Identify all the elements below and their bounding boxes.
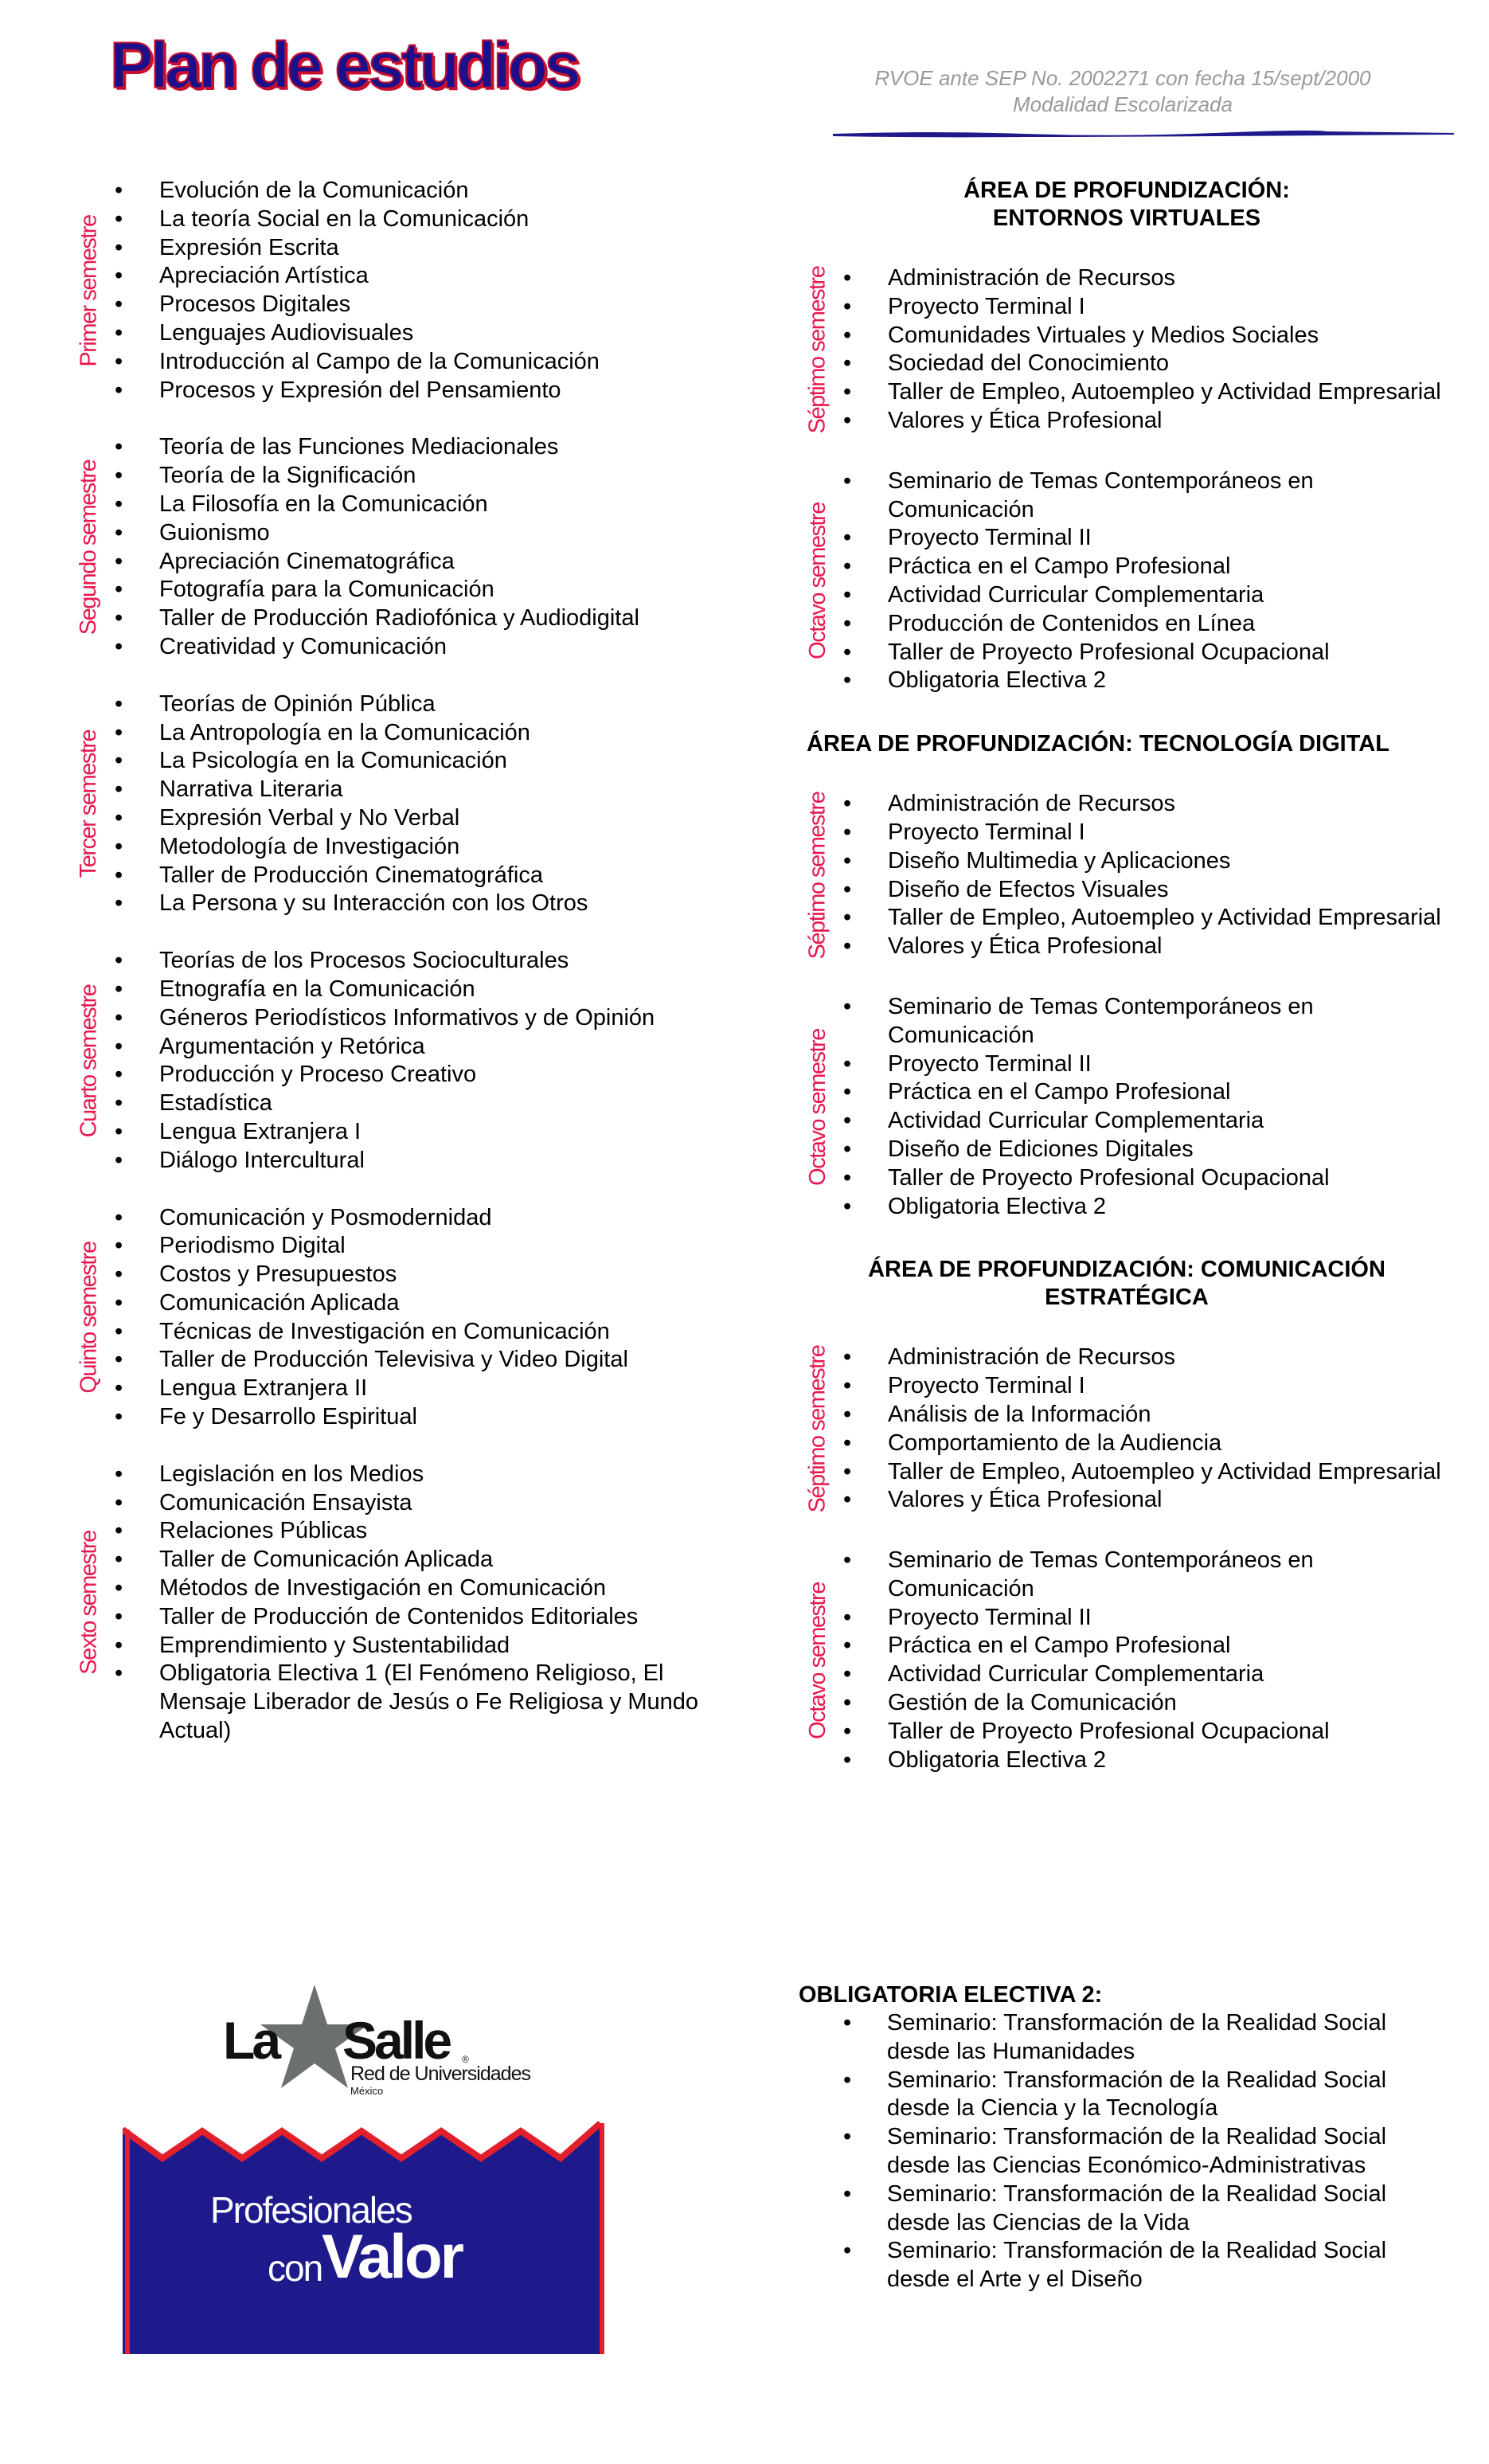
semester-label [72, 1461, 107, 1746]
course-item: • Estadística [111, 1089, 725, 1118]
semester-label-text: Octavo semestre [804, 1582, 830, 1739]
course-item: • Taller de Comunicación Aplicada [111, 1546, 725, 1574]
course-item: • Proyecto Terminal I [840, 1372, 1453, 1401]
course-item: • Emprendimiento y Sustentabilidad [111, 1632, 725, 1660]
course-item: • Comportamiento de la Audiencia [840, 1430, 1453, 1458]
course-list [72, 1204, 725, 1432]
course-item: • Métodos de Investigación en Comunicación [111, 1574, 725, 1603]
semester-label [72, 1204, 107, 1432]
course-item: • Géneros Periodísticos Informativos y de Opinión [111, 1004, 725, 1033]
semester-label-text: Quinto semestre [76, 1242, 102, 1394]
elective2-item: • Seminario: Transformación de la Realidad Social desde la Ciencia y la Tecnología [799, 2067, 1452, 2124]
course-item: • Procesos y Expresión del Pensamiento [111, 377, 725, 405]
course-item: • Diseño de Efectos Visuales [840, 876, 1453, 905]
core-semesters-column [72, 177, 725, 1774]
accreditation-note [844, 65, 1401, 118]
course-item: • Administración de Recursos [840, 790, 1453, 819]
course-item: • Relaciones Públicas [111, 1517, 725, 1546]
course-item: • Comunicación Ensayista [111, 1489, 725, 1518]
area-heading: ÁREA DE PROFUNDIZACIÓN: TECNOLOGÍA DIGITAL [807, 731, 1389, 757]
course-item: • Introducción al Campo de la Comunicación [111, 348, 725, 377]
course-list [800, 1547, 1453, 1774]
specialization-areas-column [800, 177, 1453, 1809]
course-list [72, 1461, 725, 1746]
banner-slogan [210, 2189, 462, 2291]
course-item: • Taller de Empleo, Autoempleo y Actividad Empresarial [840, 378, 1453, 407]
course-item: • Taller de Proyecto Profesional Ocupacional [840, 1718, 1453, 1746]
course-item: • Proyecto Terminal II [840, 1604, 1453, 1633]
course-item: • Valores y Ética Profesional [840, 407, 1453, 436]
course-item: • Teorías de los Procesos Socioculturales [111, 947, 725, 976]
course-list [72, 690, 725, 918]
course-item: • Sociedad del Conocimiento [840, 350, 1453, 378]
course-item: • Lengua Extranjera I [111, 1118, 725, 1147]
course-item: • La teoría Social en la Comunicación [111, 205, 725, 234]
course-item: • Valores y Ética Profesional [840, 933, 1453, 961]
course-item: • Argumentación y Retórica [111, 1033, 725, 1062]
semester-block [800, 790, 1453, 961]
area-heading: ÁREA DE PROFUNDIZACIÓN: ENTORNOS VIRTUALES [963, 178, 1290, 231]
semester-label [72, 433, 107, 661]
course-item: • Práctica en el Campo Profesional [840, 1078, 1453, 1107]
course-list [72, 433, 725, 661]
semester-label-text: Séptimo semestre [804, 1345, 830, 1513]
la-salle-logo [223, 1983, 557, 2102]
course-item: • Taller de Producción Cinematográfica [111, 862, 725, 890]
course-item: • Teorías de Opinión Pública [111, 690, 725, 719]
slogan-line3: Valor [322, 2221, 462, 2291]
course-list [800, 790, 1453, 961]
course-list [72, 947, 725, 1175]
course-item: • Proyecto Terminal I [840, 293, 1453, 322]
semester-label [800, 790, 835, 961]
course-item: • Taller de Producción Radiofónica y Audiodigital [111, 604, 725, 633]
course-item: • Teoría de la Significación [111, 462, 725, 491]
semester-block [800, 264, 1453, 436]
course-item: • Actividad Curricular Complementaria [840, 1107, 1453, 1136]
course-item: • Diálogo Intercultural [111, 1147, 725, 1175]
course-item: • La Filosofía en la Comunicación [111, 491, 725, 519]
course-item: • Procesos Digitales [111, 291, 725, 319]
course-item: • La Psicología en la Comunicación [111, 747, 725, 776]
course-item: • Seminario de Temas Contemporáneos en Comunicación [840, 993, 1453, 1050]
logo-country: México [350, 2085, 384, 2097]
course-item: • Expresión Verbal y No Verbal [111, 804, 725, 833]
course-item: • Actividad Curricular Complementaria [840, 1660, 1453, 1689]
slogan-line2-row [210, 2221, 462, 2291]
course-item: • Evolución de la Comunicación [111, 177, 725, 205]
course-item: • Periodismo Digital [111, 1232, 725, 1261]
logo-salle: Salle [342, 2011, 450, 2070]
logo-registered: ® [462, 2054, 469, 2065]
course-item: • Comunidades Virtuales y Medios Sociales [840, 322, 1453, 350]
semester-block [800, 993, 1453, 1221]
semester-label [800, 1547, 835, 1774]
course-item: • Lenguajes Audiovisuales [111, 319, 725, 348]
course-item: • Apreciación Artística [111, 262, 725, 291]
semester-label-text: Séptimo semestre [804, 266, 830, 434]
logo-subtitle: Red de Universidades [350, 2063, 530, 2085]
course-item: • Administración de Recursos [840, 1343, 1453, 1372]
course-item: • Seminario de Temas Contemporáneos en Comunicación [840, 1547, 1453, 1604]
course-item: • Obligatoria Electiva 2 [840, 667, 1453, 695]
semester-label [72, 947, 107, 1175]
elective2-title: OBLIGATORIA ELECTIVA 2: [799, 1982, 1103, 2008]
course-item: • Teoría de las Funciones Mediacionales [111, 433, 725, 462]
semester-block [800, 1343, 1453, 1515]
elective2-section [799, 1981, 1452, 2294]
semester-label [72, 177, 107, 405]
course-item: • La Antropología en la Comunicación [111, 719, 725, 748]
course-item: • Producción y Proceso Creativo [111, 1061, 725, 1089]
semester-label [800, 264, 835, 436]
course-item: • Taller de Proyecto Profesional Ocupacional [840, 1164, 1453, 1193]
semester-block [72, 433, 725, 661]
course-item: • Fotografía para la Comunicación [111, 576, 725, 604]
course-list [72, 177, 725, 405]
semester-label [800, 1343, 835, 1515]
slogan-line1: Profesionales [210, 2189, 412, 2231]
course-item: • Comunicación y Posmodernidad [111, 1204, 725, 1233]
course-list [800, 1343, 1453, 1515]
course-item: • Producción de Contenidos en Línea [840, 610, 1453, 639]
course-item: • Práctica en el Campo Profesional [840, 553, 1453, 581]
course-item: • Técnicas de Investigación en Comunicación [111, 1318, 725, 1347]
course-item: • Taller de Empleo, Autoempleo y Actividad Empresarial [840, 1458, 1453, 1487]
semester-label [800, 467, 835, 695]
modalidad-text: Modalidad Escolarizada [1012, 92, 1233, 116]
rvoe-text: RVOE ante SEP No. 2002271 con fecha 15/sept/2000 [874, 66, 1371, 90]
course-item: • Práctica en el Campo Profesional [840, 1632, 1453, 1660]
course-list [800, 993, 1453, 1221]
course-item: • Administración de Recursos [840, 264, 1453, 293]
semester-label [72, 690, 107, 918]
semester-label [800, 993, 835, 1221]
area-heading: ÁREA DE PROFUNDIZACIÓN: COMUNICACIÓN ESTRATÉGICA [868, 1257, 1385, 1311]
semester-label-text: Segundo semestre [76, 460, 102, 636]
course-item: • Costos y Presupuestos [111, 1261, 725, 1289]
course-item: • Apreciación Cinematográfica [111, 548, 725, 577]
semester-block [72, 177, 725, 405]
course-item: • Proyecto Terminal I [840, 819, 1453, 847]
course-item: • Diseño Multimedia y Aplicaciones [840, 847, 1453, 876]
course-item: • Fe y Desarrollo Espiritual [111, 1403, 725, 1432]
course-item: • Expresión Escrita [111, 234, 725, 263]
course-list [800, 264, 1453, 436]
course-item: • Creatividad y Comunicación [111, 633, 725, 662]
course-item: • Taller de Producción de Contenidos Editoriales [111, 1603, 725, 1632]
brush-stroke-divider [833, 127, 1454, 139]
semester-label-text: Tercer semestre [76, 730, 102, 878]
elective2-item: • Seminario: Transformación de la Realidad Social desde las Humanidades [799, 2009, 1452, 2067]
course-item: • La Persona y su Interacción con los Otros [111, 890, 725, 918]
semester-label-text: Octavo semestre [804, 503, 830, 660]
course-item: • Seminario de Temas Contemporáneos en Comunicación [840, 467, 1453, 525]
course-item: • Taller de Empleo, Autoempleo y Actividad Empresarial [840, 904, 1453, 933]
course-item: • Legislación en los Medios [111, 1461, 725, 1489]
course-item: • Taller de Proyecto Profesional Ocupacional [840, 639, 1453, 667]
course-item: • Análisis de la Información [840, 1401, 1453, 1430]
semester-block [72, 1461, 725, 1746]
semester-label-text: Octavo semestre [804, 1028, 830, 1186]
course-item: • Lengua Extranjera II [111, 1375, 725, 1403]
course-list [800, 467, 1453, 695]
course-item: • Etnografía en la Comunicación [111, 976, 725, 1004]
course-item: • Actividad Curricular Complementaria [840, 581, 1453, 610]
course-item: • Guionismo [111, 519, 725, 548]
semester-block [800, 467, 1453, 695]
course-item: • Proyecto Terminal II [840, 1050, 1453, 1079]
course-item: • Proyecto Terminal II [840, 524, 1453, 553]
course-item: • Obligatoria Electiva 2 [840, 1746, 1453, 1775]
semester-label-text: Séptimo semestre [804, 792, 830, 960]
course-item: • Comunicación Aplicada [111, 1289, 725, 1318]
slogan-line2: con [268, 2247, 322, 2289]
semester-block [800, 1547, 1453, 1774]
elective2-item: • Seminario: Transformación de la Realidad Social desde el Arte y el Diseño [799, 2237, 1452, 2294]
elective2-item: • Seminario: Transformación de la Realidad Social desde las Ciencias Económico-Administrativas [799, 2123, 1452, 2180]
semester-label-text: Cuarto semestre [76, 984, 102, 1138]
course-item: • Metodología de Investigación [111, 833, 725, 862]
course-item: • Diseño de Ediciones Digitales [840, 1136, 1453, 1164]
semester-block [72, 690, 725, 918]
semester-block [72, 1204, 725, 1432]
course-item: • Obligatoria Electiva 1 (El Fenómeno Religioso, El Mensaje Liberador de Jesús o Fe Religiosa y Mundo Actual) [111, 1660, 725, 1745]
course-item: • Gestión de la Comunicación [840, 1689, 1453, 1718]
course-item: • Obligatoria Electiva 2 [840, 1193, 1453, 1222]
semester-label-text: Sexto semestre [76, 1531, 102, 1676]
page-title: Plan de estudios [110, 29, 578, 102]
elective2-item: • Seminario: Transformación de la Realidad Social desde las Ciencias de la Vida [799, 2180, 1452, 2238]
logo-la: La [223, 2011, 279, 2070]
elective2-list [799, 2009, 1452, 2294]
semester-label-text: Primer semestre [76, 215, 102, 367]
course-item: • Narrativa Literaria [111, 776, 725, 804]
course-item: • Taller de Producción Televisiva y Video Digital [111, 1346, 725, 1375]
course-item: • Valores y Ética Profesional [840, 1486, 1453, 1515]
semester-block [72, 947, 725, 1175]
